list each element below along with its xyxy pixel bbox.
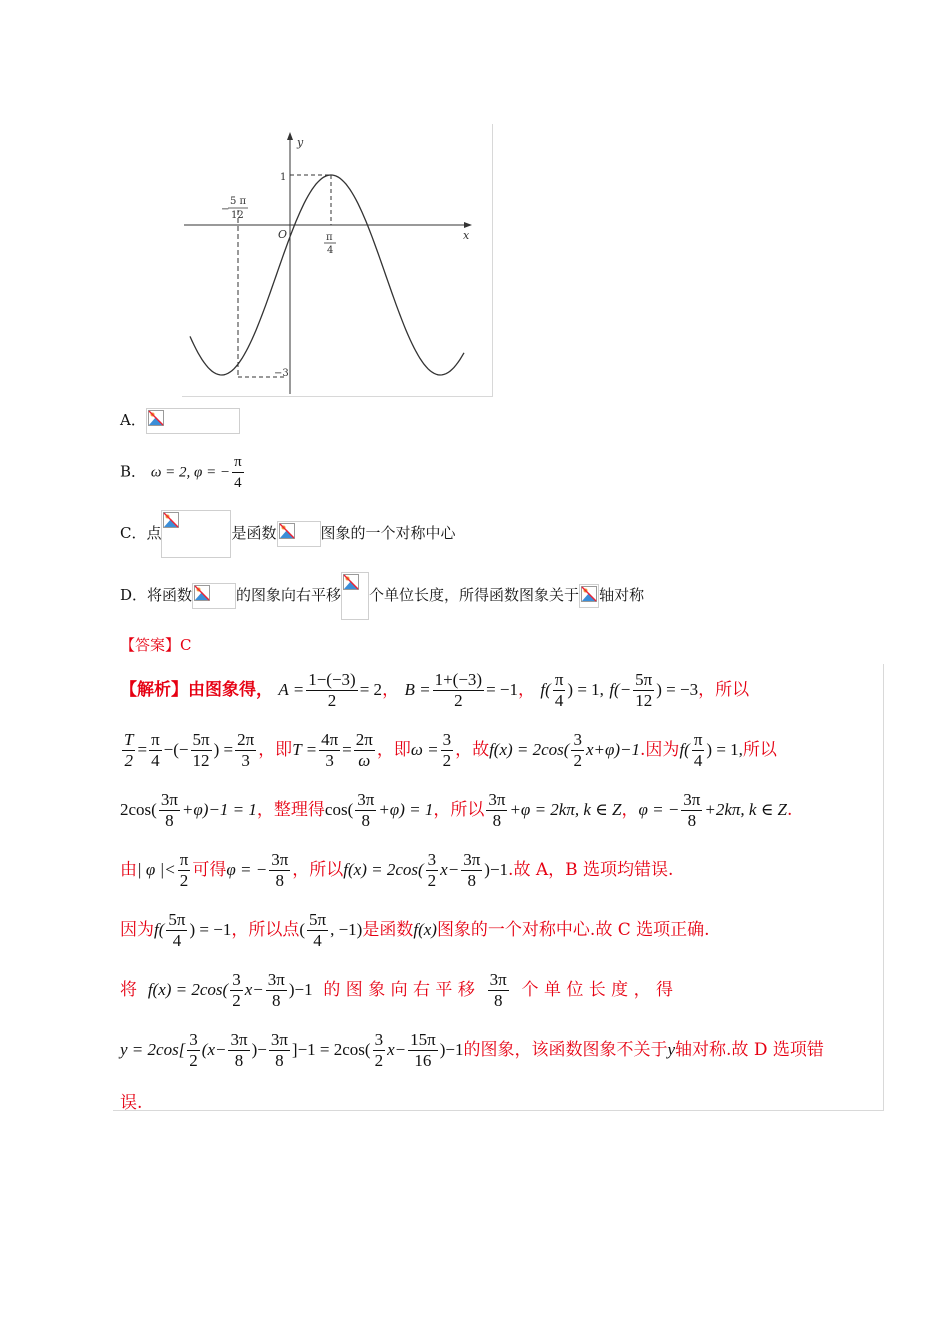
text: ，整理得: [256, 800, 325, 820]
label-origin: O: [278, 228, 288, 241]
broken-image-icon: [581, 586, 597, 602]
text: 的 图 象 向 右 平 移: [323, 980, 475, 1000]
label-pi4-num: π: [326, 232, 333, 243]
math: =: [137, 740, 148, 759]
math: (x−: [201, 1040, 227, 1059]
frac: $\frac{2\pi}{3}$: [237, 730, 255, 770]
math: = −1: [486, 680, 519, 699]
image-placeholder: [579, 584, 599, 608]
math: ]−1 = 2cos(: [291, 1040, 371, 1059]
function-graph: [182, 124, 493, 397]
text: 的图象，该函数图象不关于: [463, 1040, 668, 1060]
frac: $\frac{3\pi}{8}$: [357, 790, 375, 830]
math: =: [342, 740, 352, 759]
math: )−: [251, 1040, 267, 1059]
frac: $\frac{3}{2}$: [374, 1030, 384, 1070]
math: +φ) = 1: [378, 800, 434, 819]
text: ，即: [376, 740, 411, 760]
graph-svg: [182, 124, 492, 396]
text: 是函数: [362, 920, 414, 940]
math: +φ)−1 = 1: [181, 800, 257, 819]
frac: $\frac{1+(-3)}{2}$: [434, 670, 483, 710]
math: f(: [679, 740, 690, 759]
frac: $\frac{\pi}{4}$: [693, 730, 703, 770]
frac: $\frac{5\pi}{12}$: [192, 730, 210, 770]
broken-image-icon: [148, 410, 164, 426]
image-placeholder: [161, 510, 231, 558]
label-x: x: [463, 229, 470, 242]
math: x−: [440, 860, 460, 879]
frac: $\frac{3\pi}{8}$: [267, 970, 285, 1010]
text: ，: [621, 800, 639, 820]
math: y: [667, 1040, 676, 1059]
text: 所以: [742, 740, 777, 760]
solution-line-1: [120, 670, 749, 711]
answer-label: 【答案】C: [120, 636, 192, 654]
frac: $\frac{T}{2}$: [124, 730, 134, 770]
text: 可得: [192, 860, 227, 880]
math: f(: [540, 680, 551, 699]
option-d-label: D．将函数: [120, 586, 193, 604]
text: ，故: [455, 740, 490, 760]
solution-line-3: [120, 790, 792, 831]
y-axis-arrow: [287, 132, 293, 140]
option-d-end: 轴对称: [599, 586, 645, 604]
solution-line-7: [120, 1030, 824, 1071]
label-5pi12-den: 12: [231, 210, 244, 221]
frac: $\frac{2\pi}{\omega}$: [355, 730, 373, 770]
option-a-label: A．: [120, 411, 146, 429]
math: f(: [154, 920, 165, 939]
math: y = 2cos[: [120, 1040, 186, 1059]
frac: $\frac{3\pi}{8}$: [270, 1030, 288, 1070]
frac: $\frac{3}{2}$: [442, 730, 452, 770]
label-neg3: −3: [274, 368, 289, 379]
option-c: [120, 510, 456, 558]
option-b: [120, 452, 246, 493]
math: )−1: [439, 1040, 464, 1059]
text: ，所以: [292, 860, 344, 880]
image-placeholder: [341, 572, 369, 620]
solution-line-4: [120, 850, 673, 891]
image-placeholder: [192, 583, 236, 609]
frac: $\frac{5\pi}{12}$: [635, 670, 653, 710]
text: .因为: [640, 740, 680, 760]
math: −(−: [163, 740, 189, 759]
option-d-mid2: 个单位长度，所得函数图象关于: [369, 586, 580, 604]
option-b-label: B．: [120, 462, 147, 481]
math: (: [299, 920, 305, 939]
broken-image-icon: [194, 585, 210, 601]
text: 因为: [120, 920, 154, 940]
frac: $\frac{\pi}{4}$: [554, 670, 564, 710]
text: 由: [120, 860, 137, 880]
label-5pi12-num: 5 π: [230, 196, 247, 207]
math: ) = −3: [656, 680, 699, 699]
math: T =: [292, 740, 318, 759]
text: 个 单 位 长 度 ， 得: [521, 980, 673, 1000]
option-a: [120, 408, 240, 434]
option-c-mid: 是函数: [231, 524, 277, 542]
broken-image-icon: [163, 512, 179, 528]
text: 误.: [120, 1093, 143, 1113]
math: +2kπ, k ∈ Z: [704, 800, 788, 819]
frac: $\frac{3\pi}{8}$: [230, 1030, 248, 1070]
option-b-math: ω = 2, φ = −: [150, 464, 231, 481]
math: ) = −1: [189, 920, 232, 939]
frac: $\frac{3}{2}$: [189, 1030, 198, 1070]
option-c-end: 图象的一个对称中心: [320, 524, 456, 542]
text: ，所以: [433, 800, 485, 820]
label-1: 1: [280, 172, 287, 183]
solution-line-5: [120, 910, 710, 951]
frac: $\frac{1-(-3)}{2}$: [308, 670, 356, 710]
math: , −1): [330, 920, 363, 939]
math: 2cos(: [120, 800, 157, 819]
image-placeholder: [146, 408, 240, 434]
label-pi4-den: 4: [327, 245, 334, 256]
math: | φ |<: [137, 860, 176, 879]
text: .故 A，B 选项均错误.: [508, 860, 674, 880]
text: ，: [382, 680, 400, 700]
solution-line-8: [120, 1088, 142, 1113]
frac: $\frac{15\pi}{16}$: [410, 1030, 436, 1070]
text: 图象的一个对称中心.故 C 选项正确.: [436, 920, 710, 940]
broken-image-icon: [279, 523, 295, 539]
math: φ = −: [638, 800, 680, 819]
math: f(−: [609, 680, 632, 699]
frac: $\frac{3}{2}$: [573, 730, 582, 770]
frac: $\frac{5\pi}{4}$: [168, 910, 186, 950]
option-b-frac: $\frac{\pi}{4}$: [234, 454, 242, 491]
math: )−1: [288, 980, 313, 999]
math: x−: [387, 1040, 407, 1059]
frac: $\frac{3\pi}{8}$: [160, 790, 178, 830]
math: x−: [244, 980, 264, 999]
math: B =: [404, 680, 431, 699]
math: +φ = 2kπ, k ∈ Z: [509, 800, 622, 819]
frac: $\frac{3\pi}{8}$: [489, 970, 507, 1010]
text: ，所以: [698, 680, 750, 700]
image-placeholder: [277, 521, 321, 547]
math: ) =: [213, 740, 234, 759]
text: 将: [120, 980, 137, 1000]
option-c-label: C．点: [120, 524, 162, 542]
x-axis-arrow: [464, 222, 472, 228]
math: f(x) = 2cos(: [343, 860, 424, 879]
frac: $\frac{3\pi}{8}$: [488, 790, 506, 830]
label-minus: −: [221, 204, 230, 215]
label-y: y: [297, 136, 304, 149]
frac: $\frac{3\pi}{8}$: [683, 790, 701, 830]
frac: $\frac{3}{2}$: [427, 850, 437, 890]
frac: $\frac{3\pi}{8}$: [463, 850, 481, 890]
frac: $\frac{5\pi}{4}$: [309, 910, 327, 950]
math: A =: [278, 680, 305, 699]
frac: $\frac{4\pi}{3}$: [321, 730, 339, 770]
frac: $\frac{\pi}{2}$: [179, 850, 189, 890]
math: ) = 1,: [706, 740, 743, 759]
math: φ = −: [226, 860, 268, 879]
math: f(x) = 2cos(: [489, 740, 570, 759]
text: ，所以点: [231, 920, 300, 940]
frac: $\frac{3}{2}$: [232, 970, 241, 1010]
math: f(x) = 2cos(: [147, 980, 229, 999]
math: = 2: [359, 680, 383, 699]
broken-image-icon: [343, 574, 359, 590]
solution-head: 【解析】由图象得，: [120, 680, 273, 700]
math: cos(: [324, 800, 354, 819]
option-d: [120, 572, 644, 620]
math: ) = 1,: [567, 680, 604, 699]
math: f(x): [413, 920, 437, 939]
text: 轴对称.故 D 选项错: [675, 1040, 824, 1060]
solution-line-6: [120, 970, 673, 1011]
option-d-mid: 的图象向右平移: [236, 586, 342, 604]
math: ω =: [410, 740, 439, 759]
solution-line-2: [120, 730, 777, 771]
text: .: [787, 800, 793, 820]
text: ，: [518, 680, 536, 700]
text: ，即: [258, 740, 293, 760]
math: x+φ)−1: [585, 740, 641, 759]
math: )−1: [484, 860, 509, 879]
frac: $\frac{3\pi}{8}$: [271, 850, 289, 890]
frac: $\frac{\pi}{4}$: [151, 730, 160, 770]
